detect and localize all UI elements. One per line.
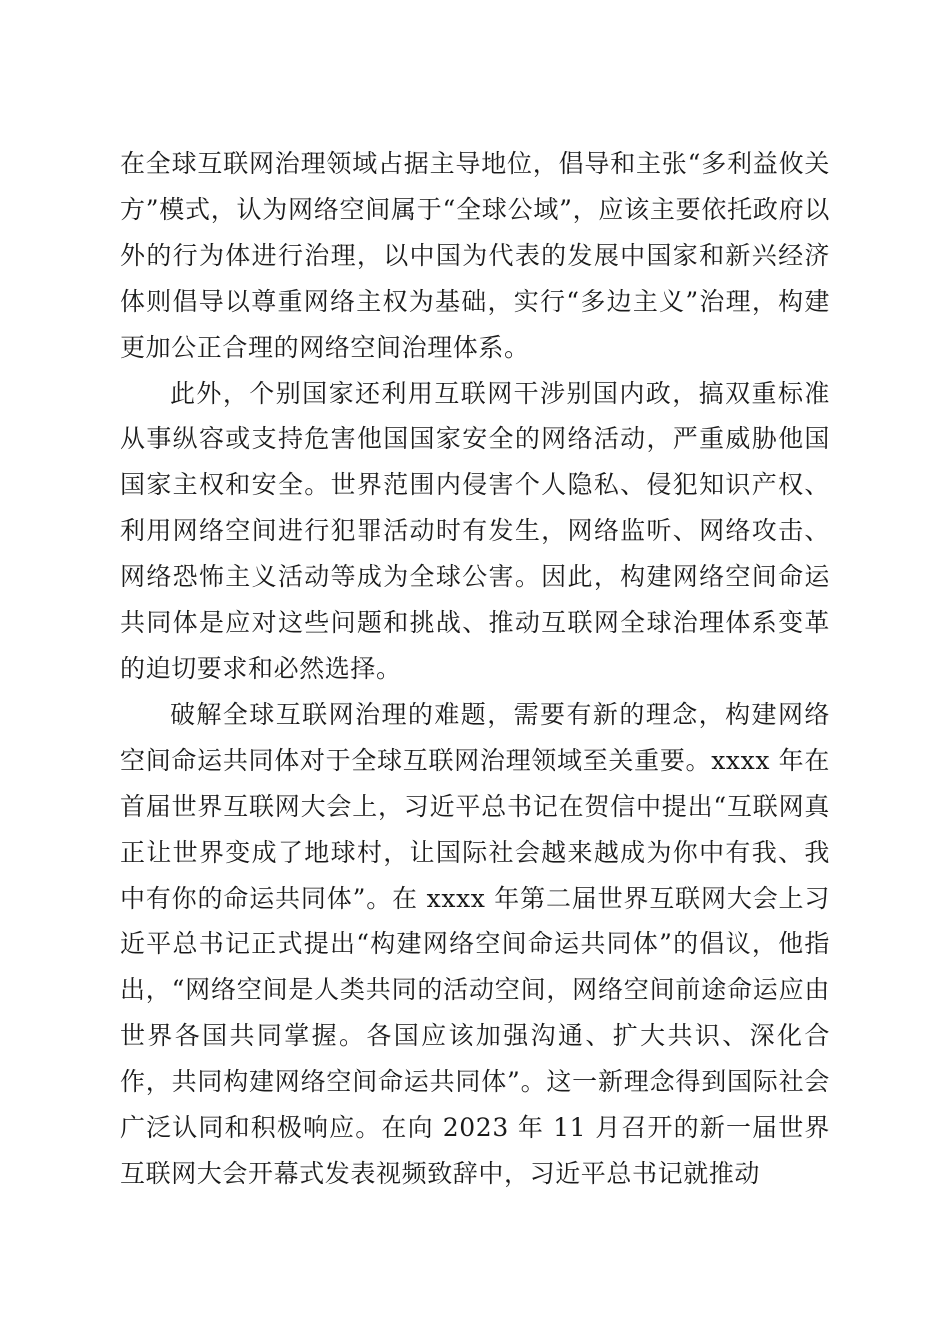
- paragraph-new-concept: 破解全球互联网治理的难题，需要有新的理念，构建网络空间命运共同体对于全球互联网治理领域至关重要。xxxx 年在首届世界互联网大会上，习近平总书记在贺信中提出“互联网真正让世界变成了地球村，让国际社会越来越成为你中有我、我中有你的命运共同体”。在 xxxx 年第二届世界互联网大会上习近平总书记正式提出“构建网络空间命运共同体”的倡议，他指出，“网络空间是人类共同的活动空间，网络空间前途命运应由世界各国共同掌握。各国应该加强沟通、扩大共识、深化合作，共同构建网络空间命运共同体”。这一新理念得到国际社会广泛认同和积极响应。在向 2023 年 11 月召开的新一届世界互联网大会开幕式发表视频致辞中，习近平总书记就推动: [120, 699, 830, 1188]
- paragraph-challenges: 此外，个别国家还利用互联网干涉别国内政，搞双重标准从事纵容或支持危害他国国家安全的网络活动，严重威胁他国国家主权和安全。世界范围内侵害个人隐私、侵犯知识产权、利用网络空间进行犯罪活动时有发生，网络监听、网络攻击、网络恐怖主义活动等成为全球公害。因此，构建网络空间命运共同体是应对这些问题和挑战、推动互联网全球治理体系变革的迫切要求和必然选择。: [120, 378, 830, 683]
- document-page: [120, 141, 830, 1197]
- paragraph-continuation: 在全球互联网治理领域占据主导地位，倡导和主张“多利益攸关方”模式，认为网络空间属于“全球公域”，应该主要依托政府以外的行为体进行治理，以中国为代表的发展中国家和新兴经济体则倡导以尊重网络主权为基础，实行“多边主义”治理，构建更加公正合理的网络空间治理体系。: [120, 149, 830, 362]
